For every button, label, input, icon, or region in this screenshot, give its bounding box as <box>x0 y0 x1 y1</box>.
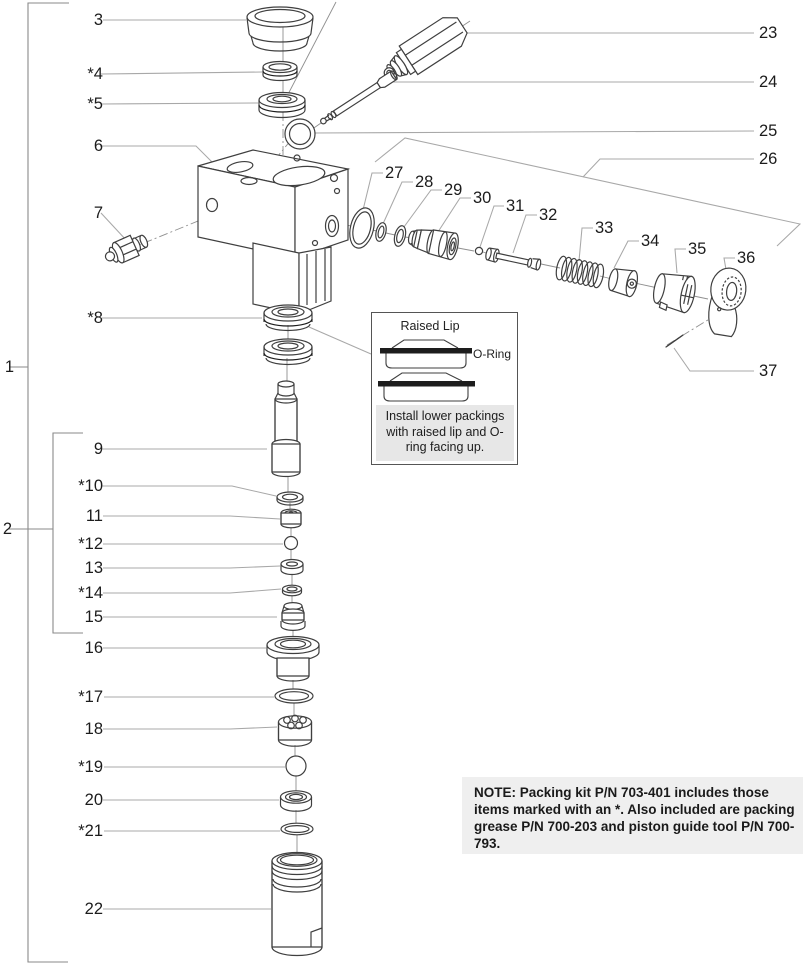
packing-kit-note: NOTE: Packing kit P/N 703-401 includes those items marked with an *. Also included are packing grease P/N 700-203 and piston guide tool P/N 700-793. <box>462 777 803 854</box>
callout-8: *8 <box>87 309 103 327</box>
callout-13: 13 <box>84 559 103 577</box>
callout-23: 23 <box>759 24 778 42</box>
part-15-drawing <box>281 603 305 631</box>
callout-6: 6 <box>93 137 103 155</box>
callout-31: 31 <box>506 197 525 215</box>
callout-24: 24 <box>759 73 778 91</box>
callout-28: 28 <box>415 173 434 191</box>
callout-15: 15 <box>84 608 103 626</box>
part-36-drawing <box>706 266 748 337</box>
callout-12: *12 <box>78 535 103 553</box>
callout-19: *19 <box>78 758 103 776</box>
part-13-drawing <box>281 560 303 575</box>
part-28-drawing <box>374 222 388 243</box>
callout-22: 22 <box>84 900 103 918</box>
bracket-group-2 <box>8 433 83 633</box>
callout-18: 18 <box>84 720 103 738</box>
inset-raised-lip-label: Raised Lip <box>400 319 460 333</box>
part-6-drawing <box>198 150 348 314</box>
callout-10: *10 <box>78 477 103 495</box>
part-17-drawing <box>275 689 313 703</box>
bracket-group-1 <box>9 3 69 962</box>
callout-11: 11 <box>85 507 103 525</box>
callout-27: 27 <box>385 164 404 182</box>
callout-37: 37 <box>759 362 778 380</box>
callout-35: 35 <box>688 240 707 258</box>
callout-5: *5 <box>87 95 103 113</box>
callout-25: 25 <box>759 122 778 140</box>
part-19-drawing <box>286 756 306 776</box>
part-24-drawing <box>318 70 398 127</box>
part-9-drawing <box>272 381 300 477</box>
part-16-drawing <box>267 637 319 682</box>
callout-33: 33 <box>595 219 614 237</box>
callout-14: *14 <box>78 584 103 602</box>
callout-26: 26 <box>759 150 778 168</box>
part-18-drawing <box>279 715 312 746</box>
part-12-drawing <box>285 537 298 550</box>
part-37-drawing <box>666 335 683 347</box>
part-21-drawing <box>281 823 313 835</box>
part-31-drawing <box>475 247 482 254</box>
callout-2: 2 <box>2 520 12 538</box>
callout-21: *21 <box>78 822 103 840</box>
callout-34: 34 <box>641 232 660 250</box>
callout-29: 29 <box>444 181 463 199</box>
inset-oring-label: O-Ring <box>473 347 512 361</box>
part-4-drawing <box>263 62 297 81</box>
part-11-drawing <box>281 509 301 528</box>
part-30-drawing <box>406 224 460 261</box>
part-35-drawing <box>650 269 698 315</box>
part-27-drawing <box>346 205 378 250</box>
callout-7: 7 <box>93 204 103 222</box>
part-3-drawing <box>247 7 313 51</box>
inset-instruction-text: Install lower packings with raised lip and O-ring facing up. <box>376 405 514 461</box>
callout-20: 20 <box>84 791 103 809</box>
callout-3: 3 <box>93 11 103 29</box>
part-33-drawing <box>554 255 605 288</box>
callout-1: 1 <box>4 358 14 376</box>
part-14-drawing <box>283 585 302 596</box>
callout-16: 16 <box>84 639 103 657</box>
part-34-drawing <box>607 266 640 298</box>
callout-36: 36 <box>737 249 756 267</box>
part-29-drawing <box>392 225 407 248</box>
part-20-drawing <box>281 791 312 811</box>
callout-9: 9 <box>93 440 103 458</box>
part-25-drawing <box>285 119 315 149</box>
packing-inset-box <box>371 312 518 465</box>
callout-32: 32 <box>539 206 558 224</box>
part-5-drawing <box>259 93 305 118</box>
part-22-drawing <box>272 853 322 956</box>
packing-illustration <box>378 337 476 405</box>
callout-4: *4 <box>87 65 103 83</box>
callout-30: 30 <box>473 189 492 207</box>
part-7-drawing <box>101 230 151 268</box>
callout-17: *17 <box>78 688 103 706</box>
